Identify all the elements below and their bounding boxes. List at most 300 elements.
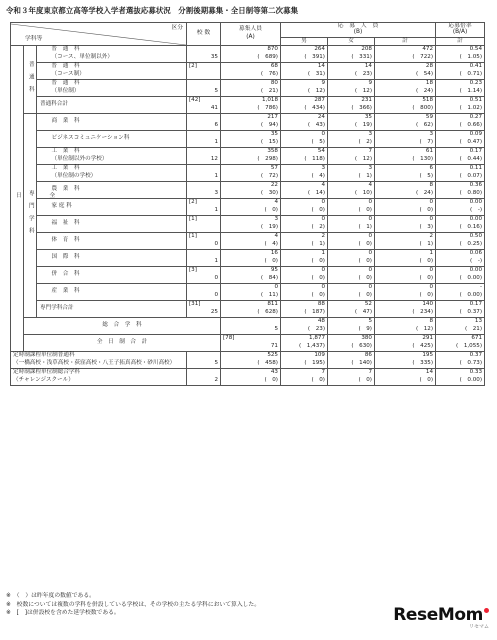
row-sublabel: （単位制の学校） [51, 173, 97, 180]
value-current: 57 [270, 165, 278, 171]
header-capacity-label: 募集人員 [238, 26, 263, 33]
value-current: 109 [314, 352, 325, 358]
capacity-cell [221, 182, 281, 199]
value-current: 0.09 [469, 131, 483, 137]
table-row [11, 80, 485, 97]
value-current: 1 [429, 250, 434, 256]
value-previous: ( 4) [264, 241, 278, 248]
header-ratio-sub: (B/A) [452, 29, 468, 35]
table-row [11, 318, 485, 335]
value-current: 86 [364, 352, 372, 358]
value-current: 0.54 [469, 46, 483, 52]
table-row [11, 148, 485, 165]
schools-cell [187, 250, 221, 267]
header-ratio [436, 23, 485, 38]
row-label: 工 業 科 [51, 165, 80, 171]
value-previous: ( 0) [264, 377, 278, 384]
value-previous: ( 0.66) [459, 122, 483, 129]
table-row [11, 250, 485, 267]
table-row [11, 335, 485, 352]
total-cell [436, 335, 485, 352]
female-cell [328, 284, 375, 301]
value-current: 80 [270, 80, 278, 86]
value-previous: ( 19) [354, 122, 372, 129]
female-cell [328, 131, 375, 148]
value-current: 5 [368, 318, 372, 324]
row-label: 普 通 科 [51, 80, 80, 86]
row-sublabel: （コース、単位制以外） [51, 54, 113, 61]
value-previous: ( 21) [260, 88, 278, 95]
school-count: 2 [214, 377, 218, 384]
value-previous: ( 0.37) [459, 309, 483, 316]
value-current: 3 [429, 131, 434, 137]
value-previous: ( 425) [412, 343, 434, 350]
row-label: 定時制課程単位制普通科 [13, 352, 75, 358]
table-row [11, 182, 485, 199]
value-current: 0.17 [469, 301, 483, 307]
row-label: 定時制課程単位制総合学科 [13, 369, 81, 375]
value-current: 0 [368, 284, 372, 290]
value-previous: ( 23) [307, 326, 325, 333]
row-label-cell [50, 233, 187, 250]
male-cell [281, 114, 328, 131]
school-count: 35 [210, 54, 218, 61]
value-previous: ( 187) [304, 309, 325, 316]
row-spacer [37, 267, 50, 284]
value-previous: ( 84) [260, 275, 278, 282]
ratio-cell [436, 182, 485, 199]
value-current: 7 [368, 148, 372, 154]
ratio-cell [436, 199, 485, 216]
female-cell [328, 148, 375, 165]
total-cell [375, 165, 436, 182]
value-previous: ( 0) [419, 258, 434, 265]
female-cell [375, 335, 436, 352]
capacity-cell [221, 284, 281, 301]
value-previous: ( 0) [419, 275, 434, 282]
value-current: 2 [321, 233, 325, 239]
value-previous: ( 331) [351, 54, 372, 61]
value-current: 61 [425, 148, 434, 154]
annex-count: [42] [189, 97, 201, 103]
value-current: 3 [321, 165, 325, 171]
row-label-cell [50, 165, 187, 182]
row-label-cell [50, 284, 187, 301]
female-cell [328, 63, 375, 80]
capacity-cell [221, 80, 281, 97]
row-label-cell [50, 46, 187, 63]
female-cell [375, 318, 436, 335]
row-spacer [37, 284, 50, 301]
value-current: 0.50 [469, 233, 483, 239]
value-previous: ( 15) [260, 139, 278, 146]
value-current: 35 [270, 131, 278, 137]
capacity-cell [221, 63, 281, 80]
ratio-cell [436, 352, 485, 369]
total-cell [436, 318, 485, 335]
value-current: 88 [317, 301, 325, 307]
female-cell [328, 46, 375, 63]
table-row [11, 301, 485, 318]
table-row [11, 97, 485, 114]
value-previous: ( 0.80) [459, 190, 483, 197]
value-current: 9 [321, 80, 325, 86]
female-cell [328, 216, 375, 233]
row-label: 普 通 科 [51, 63, 80, 69]
male-cell [281, 131, 328, 148]
value-previous: ( 1) [358, 173, 372, 180]
ratio-cell [436, 80, 485, 97]
row-sublabel: （単位制） [51, 88, 80, 95]
logo-sub: リセマム [469, 624, 489, 630]
header-applicants-label: 応 募 人 員 [337, 23, 379, 30]
school-count: 1 [214, 258, 218, 265]
value-current: 0.23 [469, 80, 483, 86]
value-previous: ( 0) [311, 258, 325, 265]
annex-count: [2] [189, 63, 197, 69]
value-current: 525 [267, 352, 278, 358]
value-current: 0 [368, 267, 372, 273]
ratio-cell [436, 148, 485, 165]
row-label: 総 合 学 科 [102, 322, 142, 329]
capacity-cell [221, 369, 281, 386]
schools-cell [221, 318, 281, 335]
total-cell [375, 250, 436, 267]
value-current: 14 [317, 63, 325, 69]
value-previous: ( 72) [260, 173, 278, 180]
value-current: 472 [422, 46, 434, 52]
value-previous: ( 1.05) [459, 54, 483, 61]
value-previous: ( 76) [260, 71, 278, 78]
row-label: 全 日 制 合 計 [96, 339, 148, 346]
row-label: 国 際 科 [51, 254, 80, 261]
male-cell [281, 199, 328, 216]
value-current: 48 [317, 318, 325, 324]
value-current: 518 [422, 97, 434, 103]
female-cell [328, 97, 375, 114]
table-row [11, 63, 485, 80]
value-previous: ( 1) [419, 241, 434, 248]
value-current: 287 [314, 97, 325, 103]
value-current: 0 [321, 131, 325, 137]
sogo-label [24, 318, 221, 335]
value-previous: ( -) [470, 207, 483, 214]
value-previous: ( 0.07) [459, 173, 483, 180]
value-previous: ( 0.00) [459, 377, 483, 384]
male-cell [281, 267, 328, 284]
row-label: 工 業 科 [51, 148, 80, 154]
row-label-cell [50, 216, 187, 233]
value-current: 0.00 [469, 267, 483, 273]
total-cell [375, 182, 436, 199]
schools-cell [187, 80, 221, 97]
value-previous: ( 94) [260, 122, 278, 129]
value-previous: ( 1) [311, 241, 325, 248]
value-previous: ( 0.25) [459, 241, 483, 248]
row-label-cell [50, 182, 187, 199]
zenjitsu-label [24, 335, 221, 352]
male-cell [281, 233, 328, 250]
male-cell [281, 97, 328, 114]
value-previous: ( 24) [415, 190, 434, 197]
female-cell [328, 80, 375, 97]
ratio-cell [436, 165, 485, 182]
value-current: 0.17 [469, 148, 483, 154]
value-current: 95 [270, 267, 278, 273]
row-label: ビジネスコミュニケーション科 [51, 135, 130, 142]
total-cell [375, 46, 436, 63]
row-label-cell [50, 80, 187, 97]
value-current: 3 [368, 165, 372, 171]
schools-cell [187, 216, 221, 233]
total-cell [375, 114, 436, 131]
school-count: 5 [274, 326, 278, 333]
value-previous: ( 47) [354, 309, 372, 316]
annex-count: [1] [189, 233, 197, 239]
total-cell [375, 233, 436, 250]
total-cell [375, 352, 436, 369]
header-capacity-sub: (A) [246, 34, 255, 40]
total-cell [375, 63, 436, 80]
schools-cell [187, 369, 221, 386]
value-current: 1,877 [308, 335, 325, 341]
row-label: 家 庭 科 [51, 203, 72, 210]
value-previous: ( 1) [358, 224, 372, 231]
value-current: 6 [429, 165, 434, 171]
schools-cell [187, 148, 221, 165]
capacity-cell [221, 165, 281, 182]
schools-cell [187, 182, 221, 199]
school-count: 25 [210, 309, 218, 316]
schools-cell [187, 114, 221, 131]
capacity-cell [221, 267, 281, 284]
table-row [11, 165, 485, 182]
value-current: 291 [422, 335, 434, 341]
value-previous: ( 298) [257, 156, 278, 163]
value-previous: ( 4) [311, 173, 325, 180]
value-previous: ( 30) [260, 190, 278, 197]
ratio-cell [436, 233, 485, 250]
row-label: 福 祉 科 [51, 220, 80, 227]
subtotal-label [37, 301, 187, 318]
value-current: 358 [267, 148, 278, 154]
value-previous: ( 14) [307, 190, 325, 197]
value-previous: ( 0) [419, 292, 434, 299]
value-current: 68 [270, 63, 278, 69]
row-label: 併 合 科 [51, 271, 80, 278]
value-previous: ( 1,055) [456, 343, 483, 350]
school-count: 12 [210, 156, 218, 163]
row-label-cell [50, 199, 187, 216]
value-previous: ( 12) [354, 88, 372, 95]
value-previous: ( 3) [419, 224, 434, 231]
table-row [11, 114, 485, 131]
value-current: 1,018 [261, 97, 278, 103]
male-cell [281, 63, 328, 80]
table-row [11, 46, 485, 63]
value-previous: ( 0.00) [459, 275, 483, 282]
row-sublabel: （単位制以外の学校） [51, 156, 108, 163]
value-previous: ( 0) [311, 377, 325, 384]
value-previous: ( 1,437) [299, 343, 325, 350]
female-cell [328, 301, 375, 318]
header-male: 男 [281, 38, 328, 46]
ratio-cell [436, 97, 485, 114]
row-spacer [37, 63, 50, 80]
value-previous: ( 458) [257, 360, 278, 367]
total-cell [375, 148, 436, 165]
value-previous: ( 800) [412, 105, 434, 112]
value-previous: ( 689) [257, 54, 278, 61]
value-current: 0.51 [469, 97, 483, 103]
group-futsu [24, 46, 37, 114]
capacity-cell [221, 301, 281, 318]
value-current: 0.36 [469, 182, 483, 188]
row-spacer [37, 80, 50, 97]
row-spacer [37, 165, 50, 182]
value-previous: ( 12) [354, 156, 372, 163]
footnote: ※ 校数については複数の学科を併設している学校は、その学校の主たる学科において算入した。 [6, 601, 261, 608]
male-cell [281, 148, 328, 165]
logo-brand: ReseMom [393, 605, 483, 625]
value-previous: ( 23) [354, 71, 372, 78]
female-cell [328, 352, 375, 369]
header-female: 女 [328, 38, 375, 46]
annex-count: [2] [189, 199, 197, 205]
group-char: 全 [48, 192, 55, 205]
value-current: 0 [429, 267, 434, 273]
value-current: 217 [267, 114, 278, 120]
female-cell [328, 114, 375, 131]
table-row [11, 284, 485, 301]
value-current: 4 [368, 182, 372, 188]
row-spacer [37, 114, 50, 131]
row-label: 産 業 科 [51, 288, 80, 295]
logo-dot-icon [484, 608, 489, 613]
value-current: 2 [429, 233, 434, 239]
row-label: 普 通 科 [51, 46, 80, 52]
table-row [11, 233, 485, 250]
female-cell [328, 199, 375, 216]
ratio-cell [436, 284, 485, 301]
row-spacer [37, 250, 50, 267]
capacity-cell [221, 250, 281, 267]
value-previous: ( 722) [412, 54, 434, 61]
value-current: 0.33 [469, 369, 483, 375]
value-current: 14 [364, 63, 372, 69]
school-count: 1 [214, 173, 218, 180]
ratio-cell [436, 301, 485, 318]
value-current: 264 [314, 46, 325, 52]
value-current: 208 [361, 46, 372, 52]
value-previous: ( 0) [264, 258, 278, 265]
value-previous: ( 0) [358, 292, 372, 299]
capacity-cell [221, 46, 281, 63]
value-current: 0 [368, 233, 372, 239]
value-current: 195 [422, 352, 434, 358]
row-spacer [37, 131, 50, 148]
male-cell [328, 318, 375, 335]
row-spacer [37, 46, 50, 63]
value-previous: ( 19) [260, 224, 278, 231]
female-cell [328, 369, 375, 386]
value-current: 0 [321, 267, 325, 273]
value-current: 0 [429, 199, 434, 205]
male-cell [281, 182, 328, 199]
value-current: 9 [368, 80, 372, 86]
value-previous: ( 786) [257, 105, 278, 112]
value-current: 7 [321, 369, 325, 375]
male-cell [281, 165, 328, 182]
value-current: 0 [368, 250, 372, 256]
capacity-cell [221, 352, 281, 369]
value-previous: ( 366) [351, 105, 372, 112]
ratio-cell [436, 216, 485, 233]
male-cell [281, 301, 328, 318]
value-previous: ( 0.44) [459, 156, 483, 163]
school-count: 1 [214, 207, 218, 214]
value-current: 14 [425, 369, 434, 375]
total-cell [375, 80, 436, 97]
male-cell [281, 46, 328, 63]
school-count: 6 [214, 122, 218, 129]
row-sublabel: （一橋高校・浅草高校・荻窪高校・八王子拓真高校・砂川高校） [13, 360, 176, 367]
row-spacer [37, 216, 50, 233]
table-row [11, 199, 485, 216]
value-previous: ( 0) [358, 275, 372, 282]
capacity-cell [281, 318, 328, 335]
row-label: 体 育 科 [51, 237, 80, 244]
value-previous: ( 0) [419, 207, 434, 214]
value-previous: ( 118) [304, 156, 325, 163]
value-previous: ( 2) [311, 224, 325, 231]
female-cell [328, 165, 375, 182]
value-current: 0.06 [469, 250, 483, 256]
value-current: 0 [368, 216, 372, 222]
value-current: - [480, 284, 483, 290]
capacity-cell [221, 216, 281, 233]
value-previous: ( 130) [412, 156, 434, 163]
footnotes [6, 592, 260, 618]
row-label-cell [50, 114, 187, 131]
male-cell [281, 80, 328, 97]
value-current: 0 [274, 284, 278, 290]
value-current: 0 [368, 199, 372, 205]
table-row [11, 369, 485, 386]
header-row-1 [11, 23, 485, 38]
value-current: 24 [317, 114, 325, 120]
ratio-cell [436, 46, 485, 63]
value-previous: ( 0) [311, 207, 325, 214]
value-current: 0.37 [469, 352, 483, 358]
capacity-cell [221, 233, 281, 250]
value-current: 59 [425, 114, 434, 120]
value-current: 4 [321, 182, 325, 188]
value-current: 4 [274, 233, 278, 239]
value-previous: ( 24) [415, 88, 434, 95]
capacity-cell [281, 335, 328, 352]
annex-count: [1] [189, 216, 197, 222]
male-cell [281, 216, 328, 233]
value-previous: ( 140) [351, 360, 372, 367]
value-current: 0.41 [469, 63, 483, 69]
value-current: 8 [429, 318, 434, 324]
ratio-cell [436, 267, 485, 284]
value-current: 0.00 [469, 216, 483, 222]
schools-cell [187, 63, 221, 80]
schools-cell [187, 301, 221, 318]
value-previous: ( 0) [358, 258, 372, 265]
